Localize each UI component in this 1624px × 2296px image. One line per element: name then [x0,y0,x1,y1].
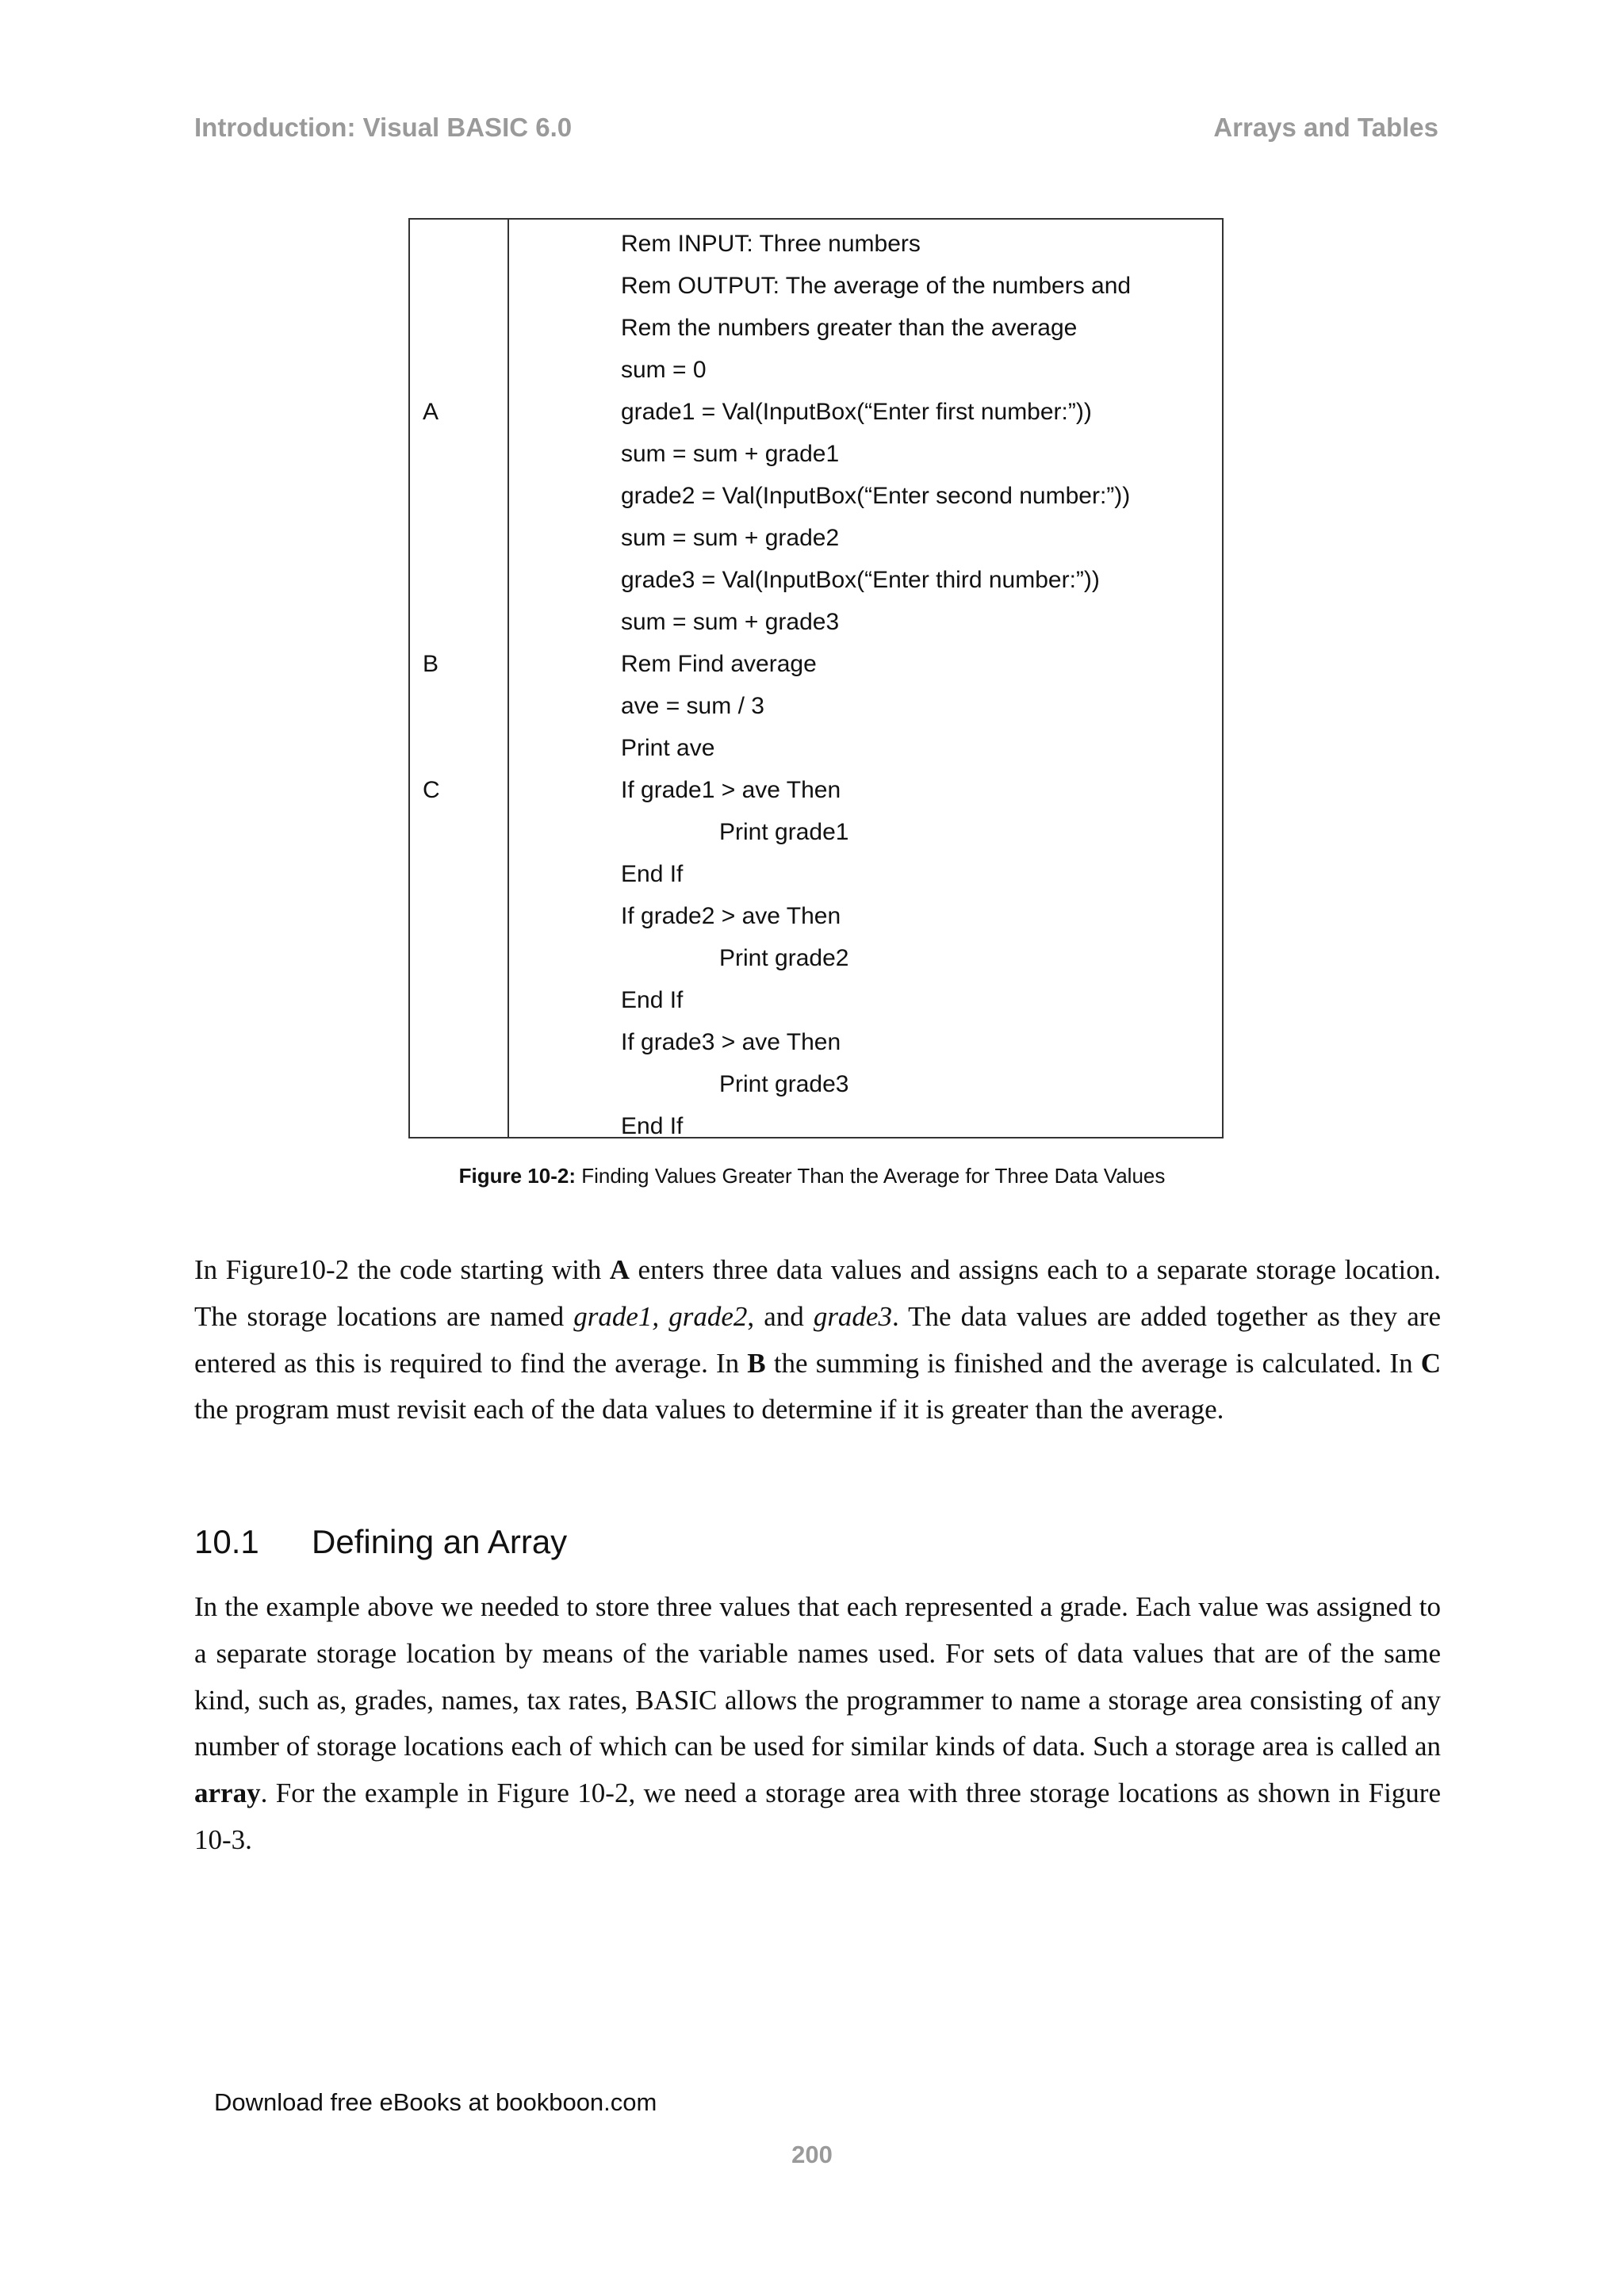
italic-run: grade1, grade2 [573,1300,748,1332]
text-run: . For the example in Figure 10-2, we need a storage area with three storage locations as shown in Figure 10-3. [194,1777,1441,1855]
section-label-b: B [423,651,439,677]
code-line: End If [621,987,684,1013]
code-line: Print grade3 [719,1071,849,1097]
code-line: End If [621,1113,684,1139]
running-header-right: Arrays and Tables [1213,113,1438,142]
caption-text: Finding Values Greater Than the Average for Three Data Values [576,1164,1166,1188]
text-run: In the example above we needed to store three values that each represented a grade. Each value was assigned to a separate storage location by means of the variable names used. For sets of data values that are of the same kind, such as, grades, names, tax rates, BASIC allows the programmer to name a storage area consisting of any number of storage locations each of which can be used for similar kinds of data. Such a storage area is called an [194,1591,1441,1762]
bold-run: B [747,1347,766,1379]
text-run: , and [747,1300,814,1332]
code-line: sum = sum + grade1 [621,441,840,467]
code-line: Print grade1 [719,819,849,845]
text-run: the program must revisit each of the data values to determine if it is greater than the average. [194,1394,1224,1425]
bold-run: A [609,1254,630,1285]
code-line: grade3 = Val(InputBox(“Enter third number:”)) [621,567,1100,593]
code-line: Rem the numbers greater than the average [621,315,1078,341]
code-figure [408,218,1224,1138]
section-label-c: C [423,777,440,803]
code-line: If grade1 > ave Then [621,777,841,803]
code-column [399,220,1222,1137]
bold-run: array [194,1777,261,1809]
paragraph-figure-explanation [194,1247,1441,1433]
paragraph-array-definition [194,1584,1441,1864]
code-line: Rem OUTPUT: The average of the numbers and [621,273,1132,299]
text-run: enters three data values and assigns each to a separate storage location. The storage locations are named [194,1254,1441,1332]
caption-label: Figure 10-2: [458,1164,576,1188]
code-line: Print grade2 [719,945,849,971]
page-number: 200 [791,2141,833,2168]
code-line: grade1 = Val(InputBox(“Enter first number:”)) [621,399,1092,425]
text-run: . The data values are added together as they are entered as this is required to find the average. In [194,1300,1441,1379]
code-line: Rem Find average [621,651,817,677]
section-number: 10.1 [194,1523,259,1560]
code-line: End If [621,861,684,887]
section-label-a: A [423,399,439,425]
italic-run: grade3 [813,1300,892,1332]
code-line: Print ave [621,735,715,761]
figure-caption [0,1164,1624,1188]
section-heading [194,1523,567,1561]
text-run: the summing is finished and the average is calculated. In [765,1347,1421,1379]
running-header-left: Introduction: Visual BASIC 6.0 [194,113,573,142]
code-line: If grade2 > ave Then [621,903,841,929]
code-line: sum = 0 [621,357,707,383]
code-line: sum = sum + grade2 [621,525,840,551]
code-line: ave = sum / 3 [621,693,764,719]
footer-link[interactable]: Download free eBooks at bookboon.com [214,2088,657,2116]
code-line: grade2 = Val(InputBox(“Enter second number:”)) [621,483,1131,509]
code-line: sum = sum + grade3 [621,609,840,635]
code-line: Rem INPUT: Three numbers [621,231,921,257]
text-run: In Figure10-2 the code starting with [194,1254,610,1285]
bold-run: C [1420,1347,1442,1379]
code-line: If grade3 > ave Then [621,1029,841,1055]
section-title: Defining an Array [312,1523,568,1560]
